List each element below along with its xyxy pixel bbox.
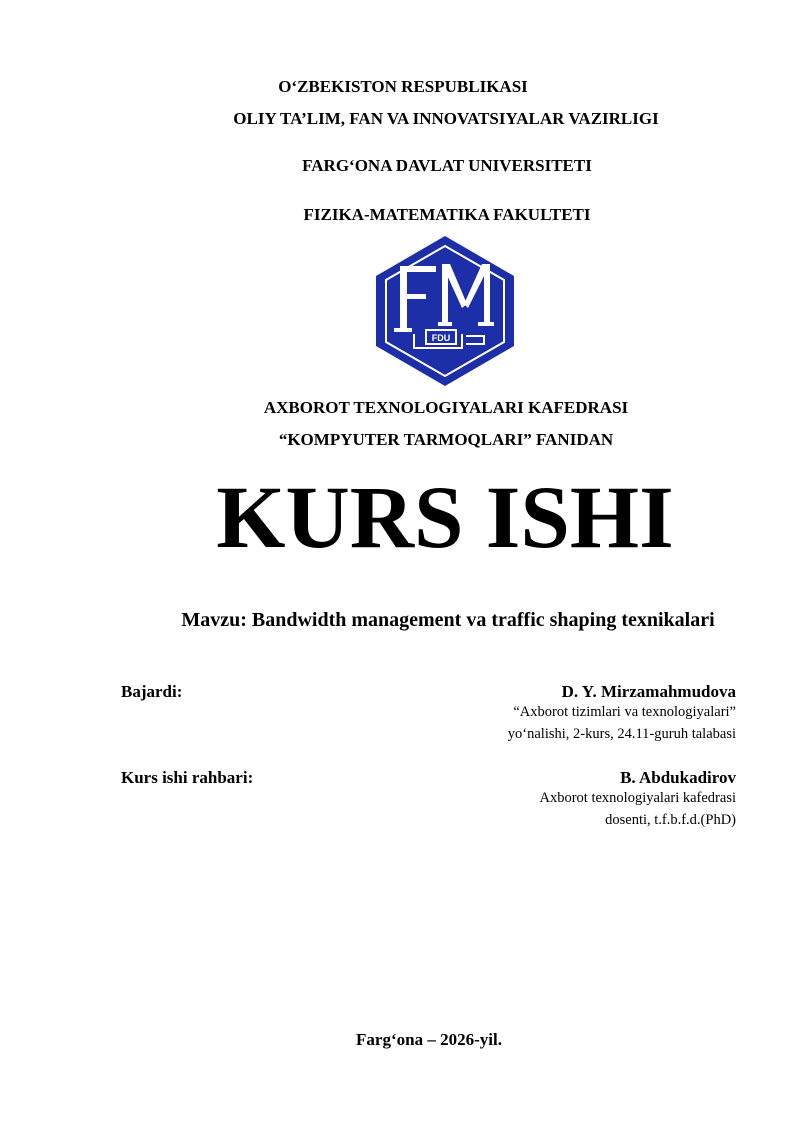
- footer-place-year: Farg‘ona – 2026-yil.: [356, 1030, 502, 1049]
- university-heading: FARG‘ONA DAVLAT UNIVERSITETI: [302, 156, 592, 175]
- supervisor-position: dosenti, t.f.b.f.d.(PhD): [605, 811, 736, 828]
- fm-faculty-logo-icon: [374, 236, 516, 386]
- ministry-heading: OLIY TA’LIM, FAN VA INNOVATSIYALAR VAZIRLIGI: [233, 109, 659, 128]
- student-block: [508, 682, 736, 745]
- student-group: yo‘nalishi, 2-kurs, 24.11-guruh talabasi: [507, 725, 736, 742]
- republic-heading: O‘ZBEKISTON RESPUBLIKASI: [278, 77, 528, 96]
- department-heading: AXBOROT TEXNOLOGIYALARI KAFEDRASI: [263, 398, 629, 417]
- faculty-heading: FIZIKA-MATEMATIKA FAKULTETI: [303, 205, 591, 224]
- supervisor-block: [540, 768, 737, 831]
- logo-sublabel: FDU: [431, 333, 451, 343]
- supervisor-department: Axborot texnologiyalari kafedrasi: [539, 790, 736, 806]
- topic-line: Mavzu: Bandwidth management va traffic shaping texnikalari: [181, 609, 715, 631]
- document-title: KURS ISHI: [216, 469, 674, 567]
- supervisor-name: B. Abdukadirov: [620, 768, 736, 787]
- supervisor-role-label: Kurs ishi rahbari:: [121, 768, 254, 787]
- student-program: “Axborot tizimlari va texnologiyalari”: [513, 704, 736, 720]
- subject-heading: “KOMPYUTER TARMOQLARI” FANIDAN: [278, 430, 614, 449]
- student-name: D. Y. Mirzamahmudova: [561, 682, 736, 701]
- student-role-label: Bajardi:: [121, 682, 183, 701]
